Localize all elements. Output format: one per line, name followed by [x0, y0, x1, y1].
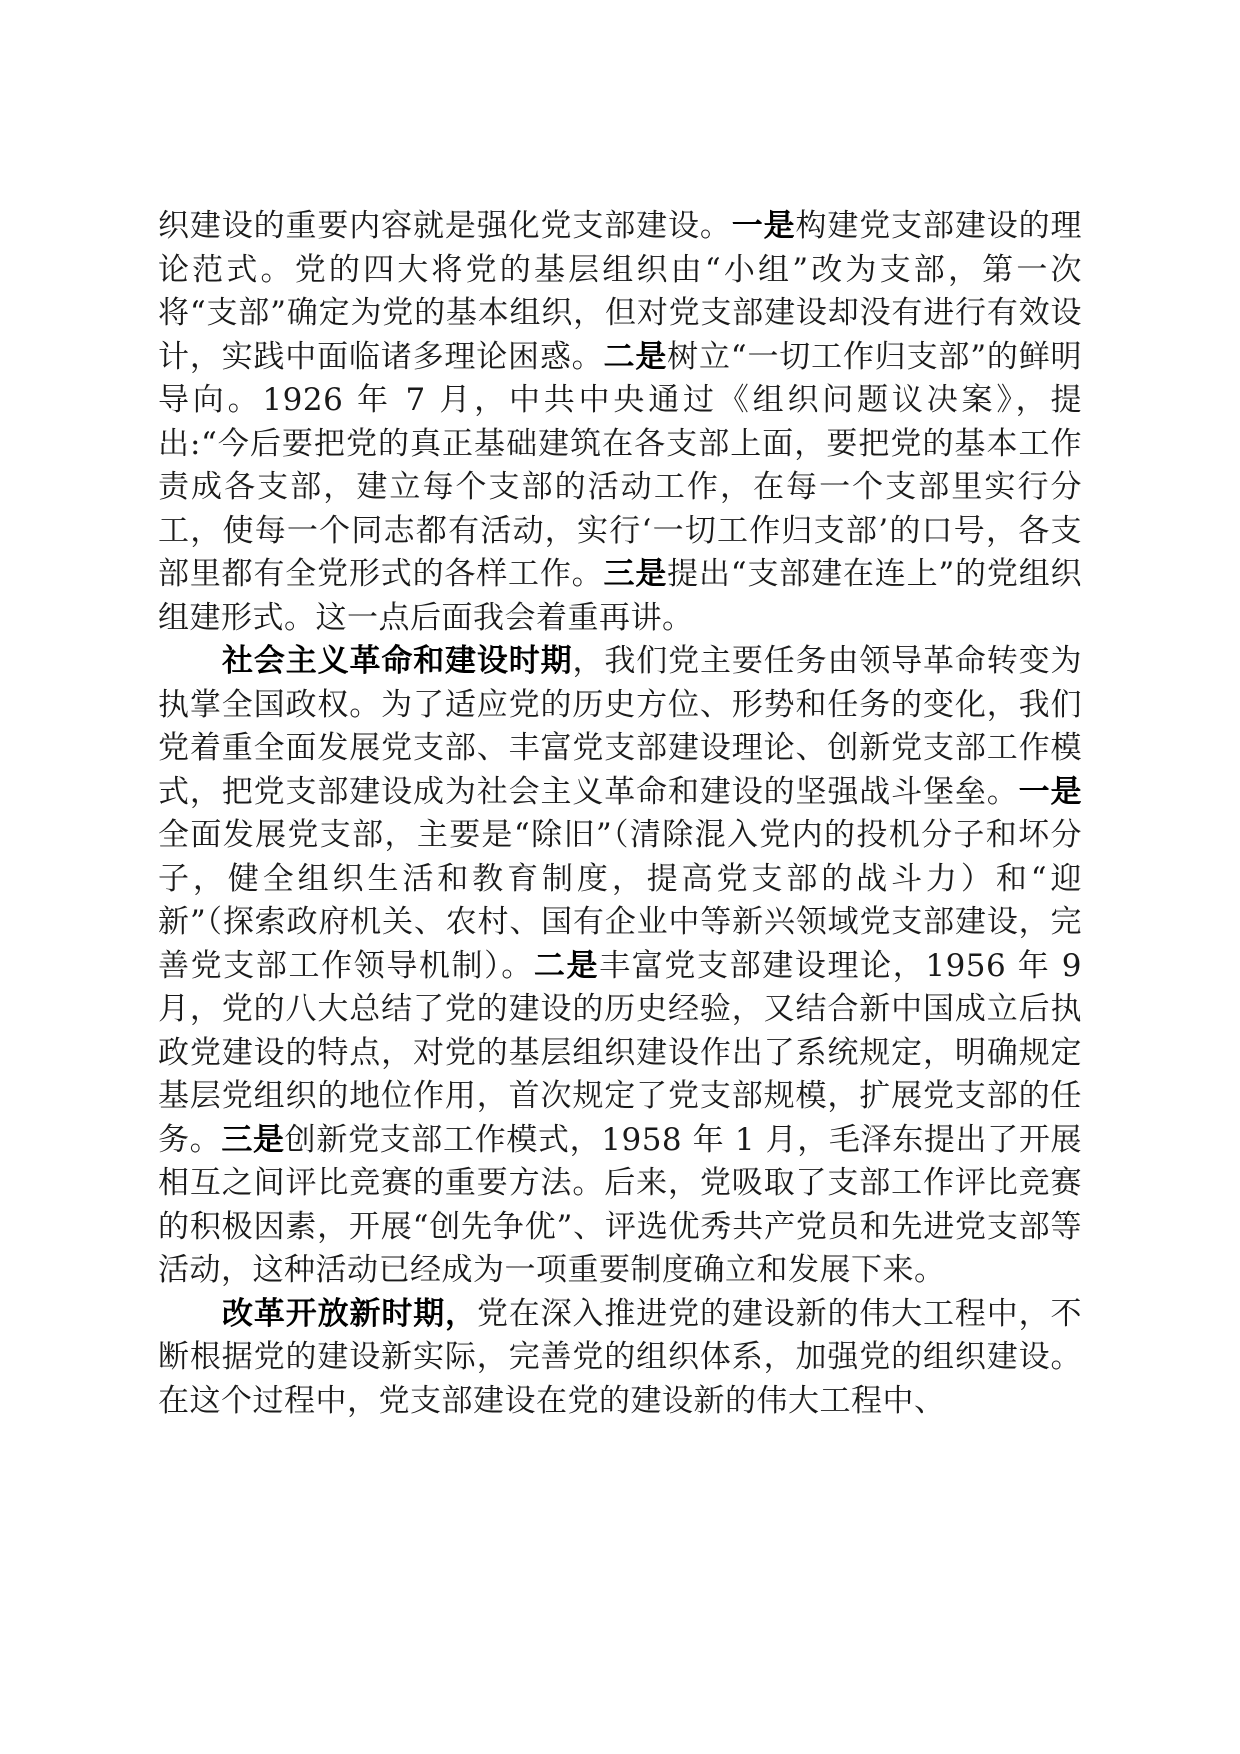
text-run: 全面发展党支部，主要是“除旧”（清除混入党内的投机分子和坏分子，健全组织生活和教育制度，提高党支部的战斗力）和“迎新”（探索政府机关、农村、国有企业中等新兴领域党支部建设，完善党支部工作领导机制）。: [158, 817, 1082, 984]
section-heading-socialist-period: 社会主义革命和建设时期: [222, 643, 573, 679]
paragraph-1: [158, 205, 1082, 640]
text-run: 丰富党支部建设理论，1956 年 9 月，党的八大总结了党的建设的历史经验，又结合新中国成立后执政党建设的特点，对党的基层组织建设作出了系统规定，明确规定基层党组织的地位作用，首次规定了党支部规模，扩展党支部的任务。: [158, 947, 1083, 1158]
text-run: 创新党支部工作模式，1958 年 1 月，毛泽东提出了开展相互之间评比竞赛的重要方法。后来，党吸取了支部工作评比竞赛的积极因素，开展“创先争优”、评选优秀共产党员和先进党支部等活动，这种活动已经成为一项重要制度确立和发展下来。: [158, 1121, 1083, 1288]
text-run: ，我们党主要任务由领导革命转变为执掌全国政权。为了适应党的历史方位、形势和任务的变化，我们党着重全面发展党支部、丰富党支部建设理论、创新党支部工作模式，把党支部建设成为社会主义革命和建设的坚强战斗堡垒。: [158, 643, 1083, 810]
text-run: 树立“一切工作归支部”的鲜明导向。1926 年 7 月，中共中央通过《组织问题议决案》，提出:“今后要把党的真正基础建筑在各支部上面，要把党的基本工作责成各支部，建立每个支部的活动工作，在每一个支部里实行分工，使每一个同志都有活动，实行‘一切工作归支部’的口号，各支部里都有全党形式的各样工作。: [158, 338, 1083, 592]
paragraph-2: [158, 640, 1082, 1293]
text-run: 织建设的重要内容就是强化党支部建设。: [158, 208, 732, 244]
text-run: 提出“支部建在连上”的党组织组建形式。这一点后面我会着重再讲。: [158, 556, 1083, 636]
bold-marker-first: 一是: [731, 208, 796, 244]
paragraph-3: [158, 1293, 1082, 1424]
bold-marker-third: 三是: [603, 556, 668, 592]
text-run: 党在深入推进党的建设新的伟大工程中，不断根据党的建设新实际，完善党的组织体系，加强党的组织建设。在这个过程中，党支部建设在党的建设新的伟大工程中、: [158, 1295, 1083, 1419]
section-heading-reform-period: 改革开放新时期，: [222, 1295, 477, 1332]
bold-marker-third: 三是: [221, 1121, 285, 1158]
text-run: 构建党支部建设的理论范式。党的四大将党的基层组织由“小组”改为支部，第一次将“支部”确定为党的基本组织，但对党支部建设却没有进行有效设计，实践中面临诸多理论困惑。: [158, 208, 1082, 375]
body-text: [158, 205, 1082, 1423]
bold-marker-first: 一是: [1018, 773, 1082, 810]
bold-marker-second: 二是: [603, 338, 668, 375]
bold-marker-second: 二是: [533, 947, 600, 984]
